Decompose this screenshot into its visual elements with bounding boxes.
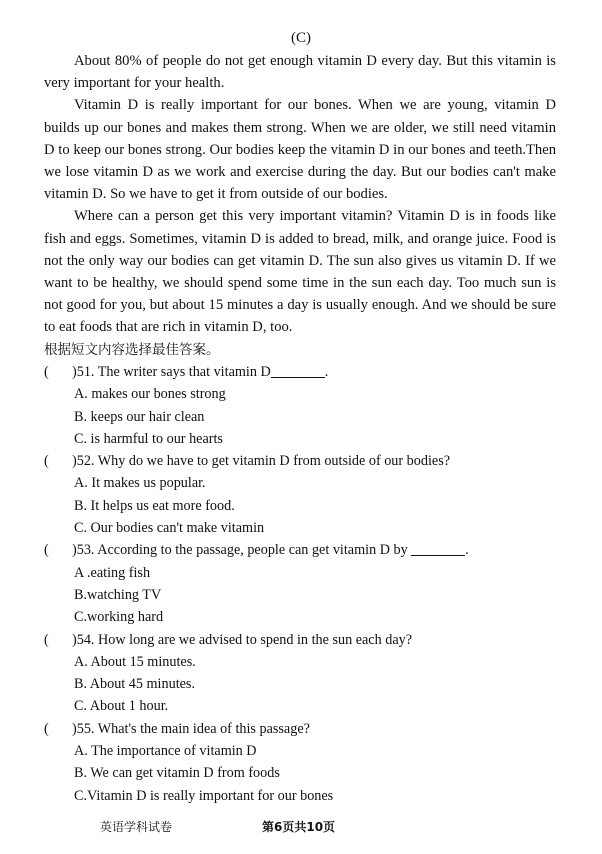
answer-option[interactable]: C. About 1 hour. <box>74 698 169 715</box>
reading-passage <box>44 50 556 339</box>
question-text: The writer says that vitamin D <box>97 364 271 380</box>
answer-option[interactable]: A. The importance of vitamin D <box>74 743 257 760</box>
question-number: )52. <box>72 453 95 470</box>
bracket-open: ( <box>44 542 49 559</box>
question-punctuation: . <box>324 364 329 380</box>
question-number: )55. <box>72 720 95 737</box>
answer-bracket[interactable] <box>44 718 72 740</box>
bracket-open: ( <box>44 453 49 470</box>
answer-option[interactable]: B. keeps our hair clean <box>74 408 205 425</box>
passage-paragraph: Where can a person get this very important vitamin? Vitamin D is in foods like fish and eggs. Sometimes, vitamin D is added to bread, milk, and orange juice. Food is not the only way our bodies can get vitamin D. The sun also gives us vitamin D. If we want to be healthy, we should spend some time in the sun each day. Too much sun is not good for you, but about 15 minutes a day is usually enough. And we should be sure to eat foods that are rich in vitamin D, too. <box>44 208 556 336</box>
question-stem <box>44 450 564 472</box>
question-stem <box>44 629 564 651</box>
answer-option[interactable]: A. It makes us popular. <box>74 475 206 492</box>
question-text: Why do we have to get vitamin D from outside of our bodies? <box>97 453 451 470</box>
answer-option[interactable]: C.working hard <box>74 609 164 626</box>
question-stem <box>44 539 564 561</box>
answer-option[interactable]: B.watching TV <box>74 586 162 603</box>
question-punctuation: . <box>465 542 469 559</box>
answer-option[interactable]: A .eating fish <box>74 564 151 581</box>
answer-bracket[interactable] <box>44 539 72 561</box>
answer-option[interactable]: B. It helps us eat more food. <box>74 497 235 514</box>
answer-option[interactable]: B. We can get vitamin D from foods <box>74 765 280 782</box>
passage-paragraph: Vitamin D is really important for our bones. When we are young, vitamin D builds up our bones and makes them strong. When we are older, we still need vitamin D to keep our bones strong. Our bodies keep the vitamin D in our bones and teeth.Then we lose vitamin D as we work and exercise during the day. But our bodies can't make vitamin D. So we have to get it from outside of our bodies. <box>44 97 556 203</box>
section-label: (C) <box>291 30 311 46</box>
question-text: How long are we advised to spend in the sun each day? <box>98 631 413 648</box>
question-stem <box>44 718 564 740</box>
bracket-open: ( <box>44 364 49 380</box>
answer-bracket[interactable] <box>44 629 72 651</box>
answer-bracket[interactable] <box>44 450 72 472</box>
question-list <box>44 361 564 807</box>
answer-option[interactable]: C. Our bodies can't make vitamin <box>74 520 265 537</box>
footer-page-number: 第6页共10页 <box>262 820 336 834</box>
fill-blank[interactable] <box>411 541 465 556</box>
bracket-open: ( <box>44 720 49 737</box>
question-number: )54. <box>72 631 95 648</box>
question-text: According to the passage, people can get vitamin D by <box>97 542 412 559</box>
answer-bracket[interactable] <box>44 361 72 383</box>
answer-option[interactable]: C. is harmful to our hearts <box>74 430 223 447</box>
answer-option[interactable]: B. About 45 minutes. <box>74 676 195 693</box>
question-number: )51. <box>72 364 95 380</box>
passage-paragraph: About 80% of people do not get enough vitamin D every day. But this vitamin is very important for your health. <box>44 53 556 92</box>
question-number: )53. <box>72 542 95 559</box>
bracket-open: ( <box>44 631 49 648</box>
question-text: What's the main idea of this passage? <box>97 720 310 737</box>
answer-option[interactable]: A. About 15 minutes. <box>74 653 196 670</box>
answer-option[interactable]: C.Vitamin D is really important for our bones <box>74 787 334 804</box>
answer-option[interactable]: A. makes our bones strong <box>74 386 226 403</box>
fill-blank[interactable] <box>271 363 325 378</box>
footer-subject: 英语学科试卷 <box>100 820 173 834</box>
instruction-text: 根据短文内容选择最佳答案。 <box>44 342 220 358</box>
question-stem <box>44 361 564 383</box>
